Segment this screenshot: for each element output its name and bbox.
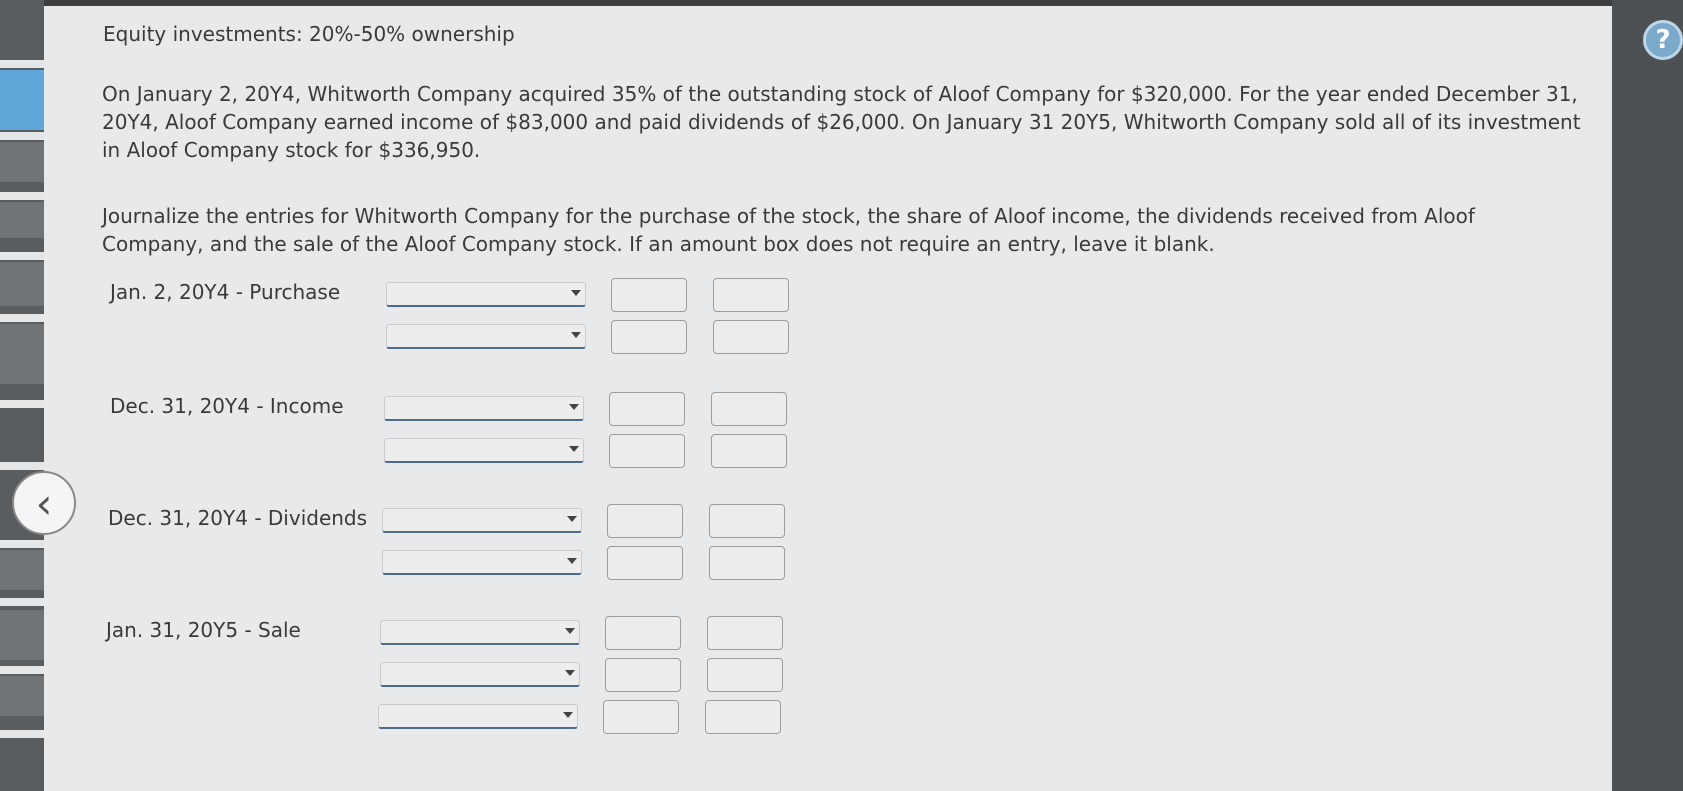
account-select[interactable]	[382, 508, 582, 533]
nav-divider	[0, 132, 44, 140]
account-select[interactable]	[384, 438, 584, 463]
help-button[interactable]	[1643, 20, 1683, 60]
account-select[interactable]	[380, 620, 580, 645]
credit-input[interactable]	[707, 658, 783, 692]
entry-date-purchase: Jan. 2, 20Y4 - Purchase	[110, 280, 341, 304]
nav-item[interactable]	[0, 324, 44, 384]
credit-input[interactable]	[709, 504, 785, 538]
entry-date-income: Dec. 31, 20Y4 - Income	[110, 394, 344, 418]
chevron-down-icon	[571, 332, 581, 338]
nav-divider	[0, 462, 44, 470]
nav-divider	[0, 60, 44, 68]
nav-divider	[0, 666, 44, 674]
journal-line	[386, 278, 791, 314]
account-select[interactable]	[382, 550, 582, 575]
problem-description: On January 2, 20Y4, Whitworth Company acquired 35% of the outstanding stock of Aloof Company for $320,000. For the year ended December 31, 20Y4, Aloof Company earned income of $83,000 and paid dividends of $26,000. On January 31 20Y5, Whitworth Company sold all of its investment in Aloof Company stock for $336,950.	[102, 82, 1581, 162]
account-select[interactable]	[386, 324, 586, 349]
chevron-down-icon	[565, 670, 575, 676]
chevron-down-icon	[567, 558, 577, 564]
nav-divider	[0, 252, 44, 260]
nav-divider	[0, 540, 44, 548]
journal-line	[380, 658, 785, 694]
debit-input[interactable]	[609, 392, 685, 426]
journal-line	[386, 320, 791, 356]
account-select[interactable]	[384, 396, 584, 421]
journal-line	[380, 616, 785, 652]
problem-title: Equity investments: 20%-50% ownership	[103, 22, 515, 46]
problem-instructions: Journalize the entries for Whitworth Company for the purchase of the stock, the share of Aloof income, the dividends received from Aloof Company, and the sale of the Aloof Company stock. If an amount box does not require an entry, leave it blank.	[102, 204, 1475, 256]
right-sidebar	[1612, 0, 1683, 791]
account-select[interactable]	[380, 662, 580, 687]
nav-item[interactable]	[0, 676, 44, 716]
journal-line	[384, 434, 789, 470]
nav-item[interactable]	[0, 202, 44, 238]
nav-item[interactable]	[0, 610, 44, 660]
nav-divider	[0, 314, 44, 322]
journal-line	[382, 504, 787, 540]
credit-input[interactable]	[705, 700, 781, 734]
chevron-down-icon	[563, 712, 573, 718]
entry-date-dividends: Dec. 31, 20Y4 - Dividends	[108, 506, 368, 530]
account-select[interactable]	[386, 282, 586, 307]
debit-input[interactable]	[605, 658, 681, 692]
nav-item[interactable]	[0, 550, 44, 590]
credit-input[interactable]	[709, 546, 785, 580]
debit-input[interactable]	[605, 616, 681, 650]
nav-active-item[interactable]	[0, 70, 44, 130]
chevron-down-icon	[569, 446, 579, 452]
entry-date-sale: Jan. 31, 20Y5 - Sale	[106, 618, 301, 642]
journal-line	[382, 546, 787, 582]
left-nav-strip	[0, 0, 44, 791]
nav-item[interactable]	[0, 262, 44, 306]
journal-line	[384, 392, 789, 428]
chevron-down-icon	[571, 290, 581, 296]
nav-divider	[0, 400, 44, 408]
chevron-left-icon: ‹	[35, 478, 53, 528]
account-select[interactable]	[378, 704, 578, 729]
debit-input[interactable]	[609, 434, 685, 468]
credit-input[interactable]	[713, 320, 789, 354]
debit-input[interactable]	[607, 504, 683, 538]
credit-input[interactable]	[711, 392, 787, 426]
nav-item[interactable]	[0, 142, 44, 182]
credit-input[interactable]	[713, 278, 789, 312]
journal-line	[378, 700, 783, 736]
nav-divider	[0, 192, 44, 200]
debit-input[interactable]	[611, 320, 687, 354]
debit-input[interactable]	[607, 546, 683, 580]
credit-input[interactable]	[711, 434, 787, 468]
debit-input[interactable]	[611, 278, 687, 312]
chevron-down-icon	[569, 404, 579, 410]
nav-divider	[0, 598, 44, 606]
chevron-down-icon	[565, 628, 575, 634]
nav-divider	[0, 730, 44, 738]
back-button[interactable]	[12, 471, 76, 535]
debit-input[interactable]	[603, 700, 679, 734]
credit-input[interactable]	[707, 616, 783, 650]
chevron-down-icon	[567, 516, 577, 522]
question-mark-icon: ?	[1655, 25, 1671, 55]
